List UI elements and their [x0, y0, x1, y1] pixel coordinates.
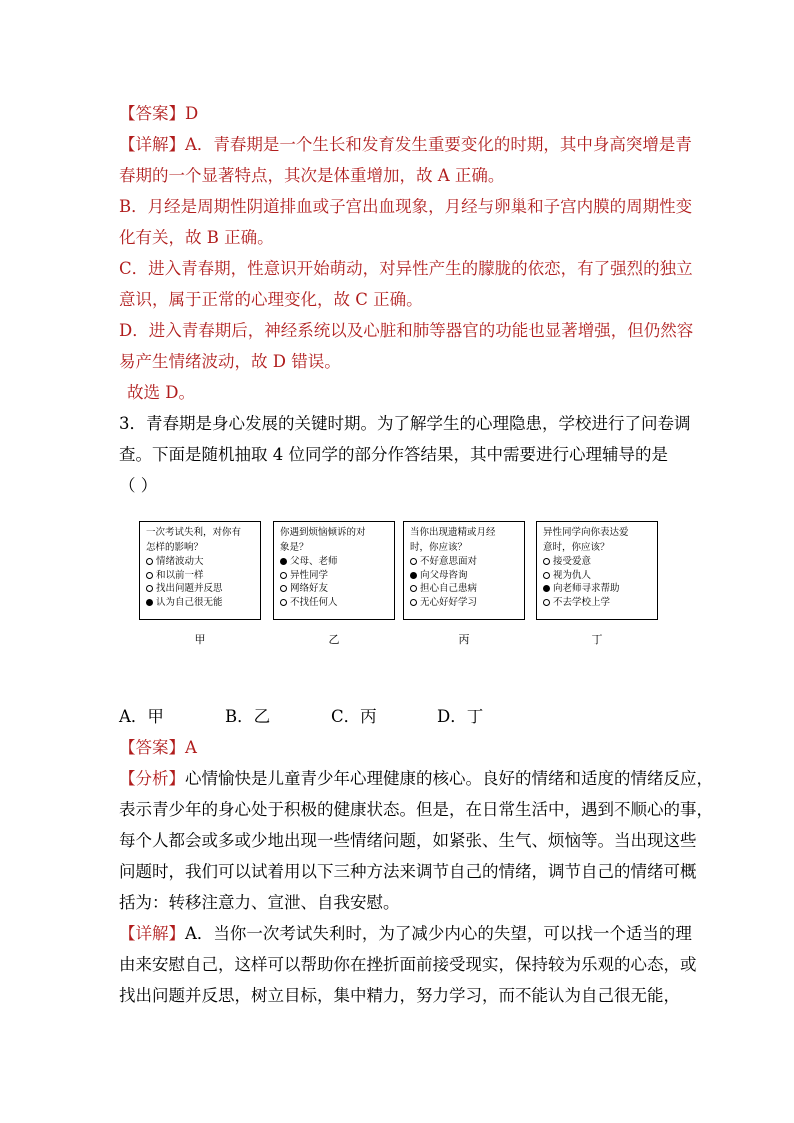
q3-analysis-line-1 [119, 763, 713, 794]
panel-option [410, 569, 518, 583]
panel-option [410, 555, 518, 569]
radio-empty-icon [410, 558, 417, 565]
radio-empty-icon [280, 572, 287, 579]
panel-option-label: 认为自己很无能 [156, 596, 223, 608]
panel-option [410, 596, 518, 610]
q2-option-c-line-2: 意识，属于正常的心理变化，故 C 正确。 [119, 290, 423, 309]
panel-option-label: 视为仇人 [553, 569, 592, 581]
panel-question-line-2: 怎样的影响？ [146, 541, 204, 553]
answer-value: D [185, 104, 199, 123]
q2-detail-line-2: 春期的一个显著特点，其次是体重增加，故 A 正确。 [119, 166, 505, 185]
panel-question-line-2: 象是？ [280, 541, 309, 553]
panel-question-line-2: 时，你应该？ [410, 541, 468, 553]
q2-solution [119, 98, 694, 501]
answer-tag: 【答案】 [119, 738, 185, 757]
radio-empty-icon [280, 585, 287, 592]
panel-option-label: 找出问题并反思 [156, 583, 223, 594]
q3-answer-line [119, 732, 681, 763]
panel-option-label: 异性同学 [290, 569, 329, 581]
choice-a: A．甲 [119, 707, 164, 726]
q3-detail-line-1 [119, 918, 692, 949]
q3-stem-line-2: 查。下面是随机抽取 4 位同学的部分作答结果，其中需要进行心理辅导的是 [119, 445, 668, 464]
q3-stem-line-3: （ ） [119, 476, 158, 495]
answer-value: A [185, 738, 197, 757]
radio-empty-icon [410, 599, 417, 606]
panel-option [146, 555, 254, 569]
radio-selected-icon [410, 572, 417, 579]
panel-caption: 乙 [328, 633, 340, 646]
panel-option [543, 596, 651, 610]
choice-b: B．乙 [225, 707, 271, 726]
detail-text: A．青春期是一个生长和发育发生重要变化的时期，其中身高突增是青 [185, 135, 692, 154]
questionnaire-figure [139, 521, 661, 649]
panel-option [146, 596, 254, 610]
panel-option-label: 接受爱意 [553, 556, 592, 567]
analysis-tag: 【分析】 [119, 769, 185, 788]
detail-text: A．当你一次考试失利时，为了减少内心的失望，可以找一个适当的理 [185, 924, 692, 943]
q2-conclusion: 故选 D。 [127, 383, 195, 402]
panel-caption: 丁 [591, 633, 603, 646]
q3-stem-line-1: 3．青春期是身心发展的关键时期。为了解学生的心理隐患，学校进行了问卷调 [119, 414, 691, 433]
choice-c: C．丙 [331, 707, 377, 726]
panel-option [410, 582, 518, 596]
panel-option-label: 向父母咨询 [420, 569, 468, 581]
q3-analysis-line-5: 括为：转移注意力、宣泄、自我安慰。 [119, 893, 400, 912]
panel-option-label: 不找任何人 [290, 596, 338, 608]
questionnaire-panel [139, 521, 261, 620]
radio-selected-icon [543, 585, 550, 592]
panel-option [146, 582, 254, 596]
q3-choices [119, 701, 681, 732]
q2-answer-line [119, 98, 681, 129]
panel-option [280, 555, 388, 569]
q3-analysis-line-4: 问题时，我们可以试着用以下三种方法来调节自己的情绪，调节自己的情绪可概 [119, 862, 697, 881]
radio-empty-icon [146, 558, 153, 565]
panel-caption: 丙 [458, 633, 470, 646]
panel-question-line-1: 你遇到烦恼倾诉的对 [280, 527, 366, 538]
q3-analysis-line-2: 表示青少年的身心处于积极的健康状态。但是，在日常生活中，遇到不顺心的事， [119, 800, 713, 819]
q2-detail-line-1 [119, 129, 692, 160]
panel-option-label: 无心好好学习 [420, 596, 478, 608]
panel-option-label: 和以前一样 [156, 569, 204, 581]
panel-option [543, 555, 651, 569]
q2-option-b-line-2: 化有关，故 B 正确。 [119, 228, 274, 247]
questionnaire-panel [273, 521, 395, 620]
q3-detail-line-2: 由来安慰自己，这样可以帮助你在挫折面前接受现实，保持较为乐观的心态，或 [119, 955, 697, 974]
panel-question-line-1: 一次考试失利，对你有 [146, 527, 242, 538]
panel-option [543, 569, 651, 583]
q2-option-b-line-1: B．月经是周期性阴道排血或子宫出血现象，月经与卵巢和子宫内膜的周期性变 [119, 197, 693, 216]
choice-d: D．丁 [437, 707, 484, 726]
analysis-text: 心情愉快是儿童青少年心理健康的核心。良好的情绪和适度的情绪反应， [185, 769, 713, 788]
radio-empty-icon [543, 599, 550, 606]
panel-option [280, 569, 388, 583]
detail-tag: 【详解】 [119, 135, 185, 154]
q2-option-d-line-2: 易产生情绪波动，故 D 错误。 [119, 352, 341, 371]
radio-empty-icon [410, 585, 417, 592]
panel-option [280, 582, 388, 596]
radio-selected-icon [146, 599, 153, 606]
panel-caption: 甲 [194, 633, 206, 646]
panel-option-label: 情绪波动大 [156, 556, 204, 567]
panel-question-line-2: 意时，你应该？ [543, 541, 610, 553]
q3-detail-line-3: 找出问题并反思，树立目标，集中精力，努力学习，而不能认为自己很无能， [119, 986, 680, 1005]
radio-empty-icon [280, 599, 287, 606]
q2-option-d-line-1: D．进入青春期后，神经系统以及心脏和肺等器官的功能也显著增强，但仍然容 [119, 321, 694, 340]
panel-option-label: 父母、老师 [290, 556, 338, 567]
radio-empty-icon [543, 572, 550, 579]
radio-selected-icon [280, 558, 287, 565]
panel-question-line-1: 异性同学向你表达爱 [543, 527, 629, 538]
panel-option [280, 596, 388, 610]
panel-question-line-1: 当你出现遗精或月经 [410, 527, 496, 538]
panel-option-label: 网络好友 [290, 583, 329, 594]
panel-option-label: 不好意思面对 [420, 556, 478, 567]
radio-empty-icon [543, 558, 550, 565]
questionnaire-panel [536, 521, 658, 620]
detail-tag: 【详解】 [119, 924, 185, 943]
radio-empty-icon [146, 585, 153, 592]
q3-solution [119, 732, 713, 1011]
panel-option-label: 担心自己患病 [420, 583, 478, 594]
panel-option [146, 569, 254, 583]
questionnaire-panel [403, 521, 525, 620]
q3-analysis-line-3: 每个人都会或多或少地出现一些情绪问题，如紧张、生气、烦恼等。当出现这些 [119, 831, 697, 850]
panel-option-label: 不去学校上学 [553, 596, 611, 608]
answer-tag: 【答案】 [119, 104, 185, 123]
panel-option-label: 向老师寻求帮助 [553, 583, 620, 594]
panel-option [543, 582, 651, 596]
q2-option-c-line-1: C．进入青春期，性意识开始萌动，对异性产生的朦胧的依恋，有了强烈的独立 [119, 259, 693, 278]
radio-empty-icon [146, 572, 153, 579]
